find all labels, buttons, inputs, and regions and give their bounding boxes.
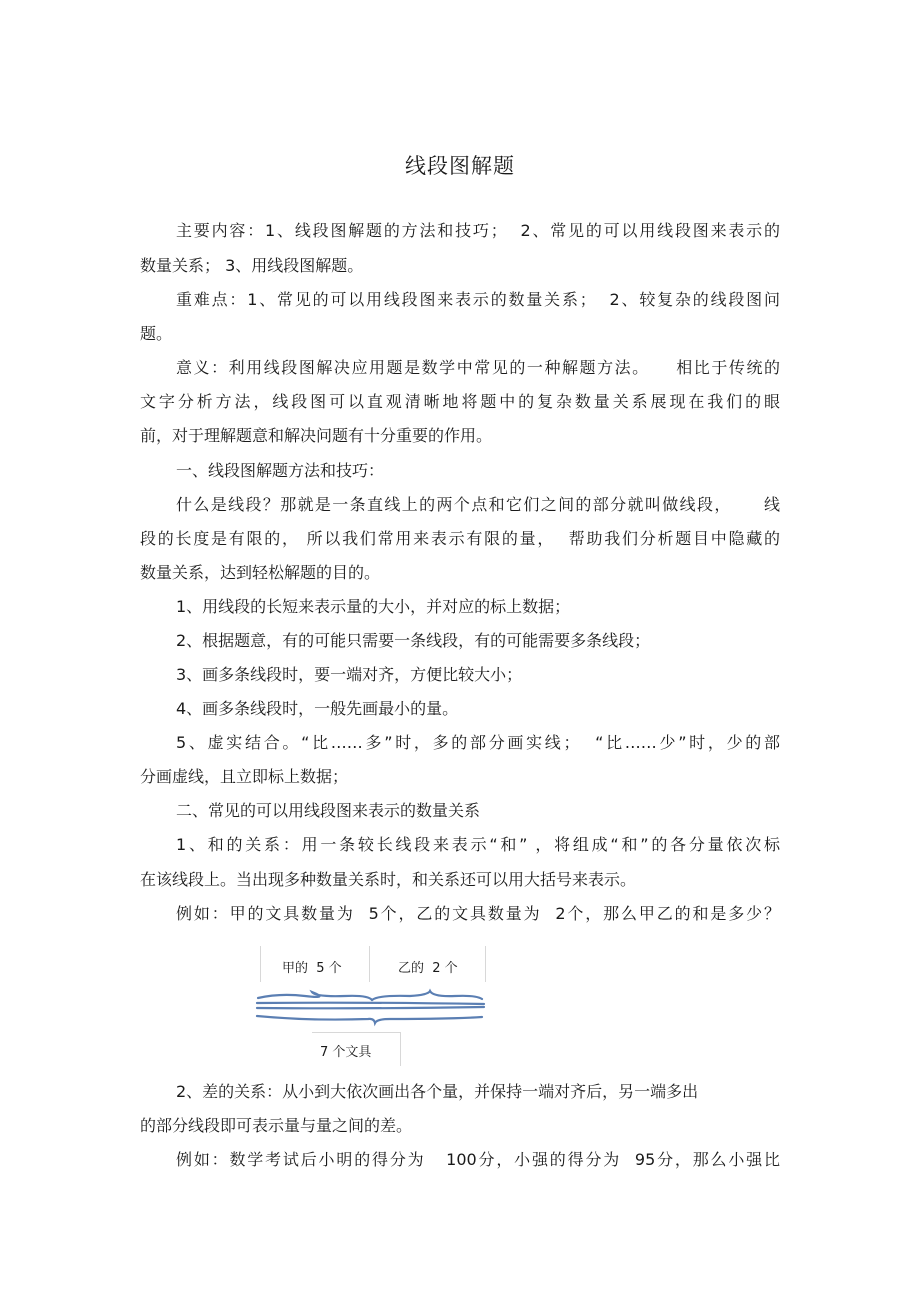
total-brace	[257, 1016, 482, 1023]
text-line: 什么是线段？那就是一条直线上的两个点和它们之间的部分就叫做线段， 线	[176, 495, 780, 514]
brace-b	[372, 991, 482, 1000]
list-item: 3、画多条线段时，要一端对齐，方便比较大小；	[176, 665, 523, 684]
text-line: 题。	[140, 324, 173, 343]
text-line: 2、差的关系：从小到大依次画出各个量，并保持一端对齐后，另一端多出	[176, 1082, 699, 1101]
example-line: 例如：数学考试后小明的得分为 100分，小强的得分为 95分，那么小强比	[176, 1150, 780, 1169]
text-line: 在该线段上。当出现多种数量关系时，和关系还可以用大括号来表示。	[140, 870, 637, 889]
text-line: 重难点：1、常见的可以用线段图来表示的数量关系； 2、较复杂的线段图问	[176, 290, 780, 309]
list-item: 5、虚实结合。“比……多”时，多的部分画实线； “比……少”时，少的部	[176, 733, 780, 752]
text-line: 1、和的关系：用一条较长线段来表示“和” ，将组成“和”的各分量依次标	[176, 835, 780, 854]
list-item: 4、画多条线段时，一般先画最小的量。	[176, 699, 459, 718]
text-line: 意义：利用线段图解决应用题是数学中常见的一种解题方法。 相比于传统的	[176, 358, 780, 377]
text-line: 主要内容：1、线段图解题的方法和技巧； 2、常见的可以用线段图来表示的	[176, 221, 780, 240]
label-yi: 乙的 2 个	[398, 961, 458, 976]
text-line: 数量关系，达到轻松解题的目的。	[140, 563, 381, 582]
list-item: 2、根据题意，有的可能只需要一条线段，有的可能需要多条线段；	[176, 631, 651, 650]
label-jia: 甲的 5 个	[282, 961, 342, 976]
line-segment-diagram	[250, 940, 500, 1070]
segment-line	[257, 1007, 484, 1008]
brace-a	[258, 992, 372, 1000]
example-line: 例如：甲的文具数量为 5个，乙的文具数量为 2个，那么甲乙的和是多少？	[176, 904, 780, 923]
text-line: 的部分线段即可表示量与量之间的差。	[140, 1116, 413, 1135]
section-heading: 二、常见的可以用线段图来表示的数量关系	[176, 801, 481, 820]
label-total: 7 个文具	[320, 1045, 372, 1060]
text-line: 文字分析方法，线段图可以直观清晰地将题中的复杂数量关系展现在我们的眼	[140, 392, 780, 411]
page-title: 线段图解题	[405, 154, 515, 178]
text-line: 分画虚线，且立即标上数据；	[140, 767, 349, 786]
segment-line	[257, 1003, 484, 1004]
list-item: 1、用线段的长短来表示量的大小，并对应的标上数据；	[176, 597, 571, 616]
text-line: 前，对于理解题意和解决问题有十分重要的作用。	[140, 426, 493, 445]
text-line: 段的长度是有限的， 所以我们常用来表示有限的量， 帮助我们分析题目中隐藏的	[140, 529, 780, 548]
section-heading: 一、线段图解题方法和技巧：	[176, 461, 385, 480]
text-line: 数量关系； 3、用线段图解题。	[140, 256, 364, 275]
